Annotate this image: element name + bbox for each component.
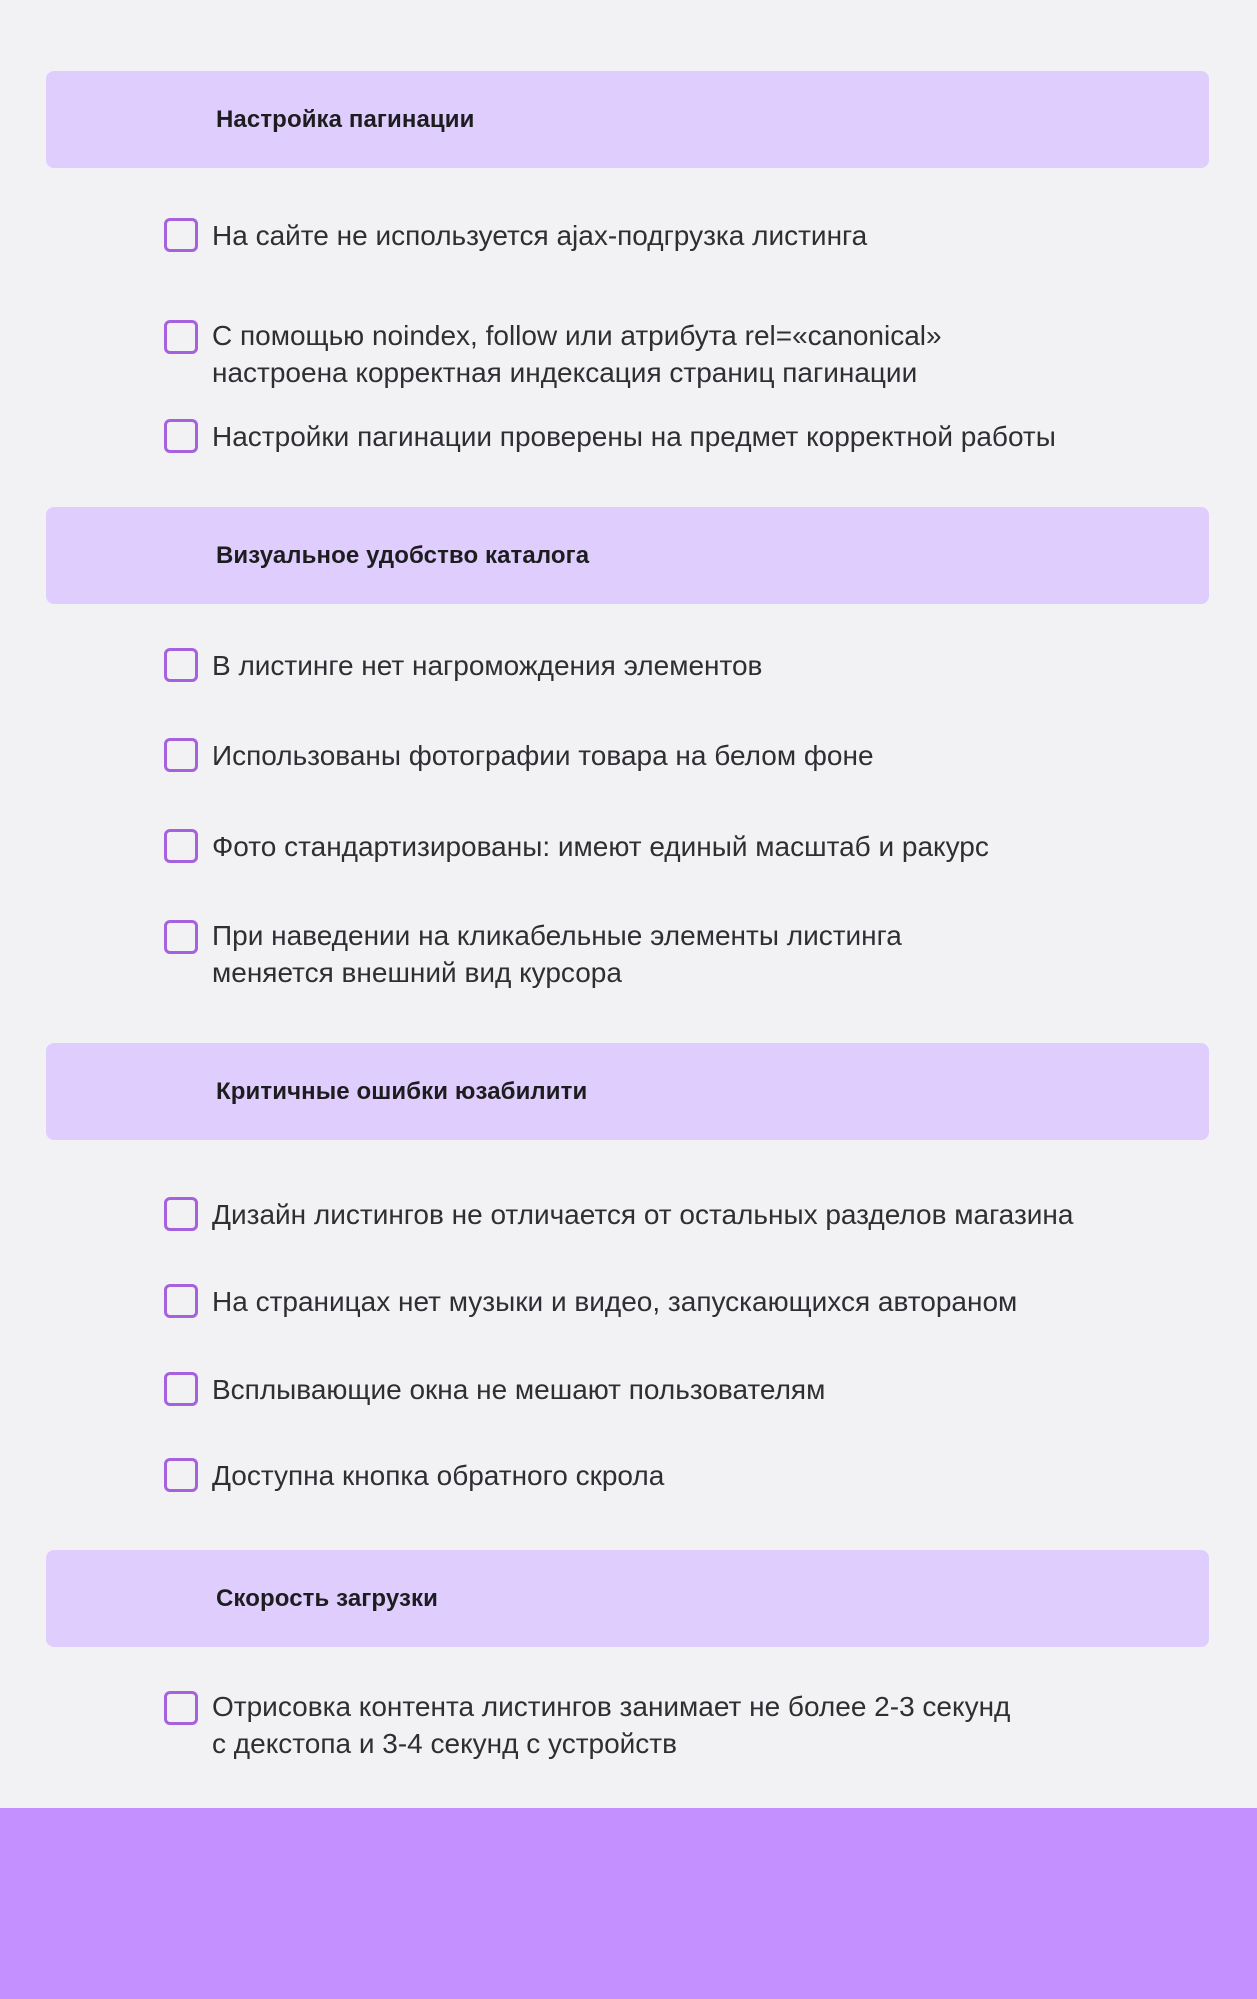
checkbox[interactable]: [164, 738, 198, 772]
item-text: [212, 1457, 664, 1494]
section-title: Настройка пагинации: [216, 105, 475, 133]
item-line: с декстопа и 3-4 секунд с устройств: [212, 1728, 678, 1759]
footer-band: [0, 1808, 1257, 1999]
section-title: Визуальное удобство каталога: [216, 541, 590, 569]
item-text: [212, 737, 874, 774]
item-line: Всплывающие окна не мешают пользователям: [212, 1374, 826, 1405]
item-text: [212, 1688, 1010, 1762]
item-line: Доступна кнопка обратного скрола: [212, 1460, 665, 1491]
item-line: меняется внешний вид курсора: [212, 957, 622, 988]
item-text: [212, 647, 762, 684]
item-text: [212, 1283, 1017, 1320]
checkbox[interactable]: [164, 1284, 198, 1318]
item-line: В листинге нет нагромождения элементов: [212, 650, 763, 681]
item-line: Дизайн листингов не отличается от остальных разделов магазина: [212, 1199, 1074, 1230]
checkbox[interactable]: [164, 419, 198, 453]
item-line: настроена корректная индексация страниц пагинации: [212, 357, 918, 388]
section-header-usability-errors: [46, 1043, 1209, 1140]
item-line: Настройки пагинации проверены на предмет корректной работы: [212, 421, 1056, 452]
item-text: [212, 917, 902, 991]
section-header-load-speed: [46, 1550, 1209, 1647]
checkbox[interactable]: [164, 920, 198, 954]
item-line: На сайте не используется ajax-подгрузка листинга: [212, 220, 868, 251]
checkbox[interactable]: [164, 829, 198, 863]
section-title: Критичные ошибки юзабилити: [216, 1077, 588, 1105]
checkbox[interactable]: [164, 648, 198, 682]
section-header-catalog-visual: [46, 507, 1209, 604]
section-title: Скорость загрузки: [216, 1584, 438, 1612]
checkbox[interactable]: [164, 320, 198, 354]
section-header-pagination: [46, 71, 1209, 168]
item-line: С помощью noindex, follow или атрибута rel=«canonical»: [212, 320, 942, 351]
item-line: При наведении на кликабельные элементы листинга: [212, 920, 902, 951]
item-line: Отрисовка контента листингов занимает не более 2-3 секунд: [212, 1691, 1011, 1722]
item-text: [212, 1196, 1073, 1233]
item-text: [212, 828, 989, 865]
item-text: [212, 418, 1056, 455]
checkbox[interactable]: [164, 218, 198, 252]
item-text: [212, 1371, 825, 1408]
item-line: Фото стандартизированы: имеют единый масштаб и ракурс: [212, 831, 989, 862]
item-text: [212, 317, 942, 391]
checkbox[interactable]: [164, 1197, 198, 1231]
checkbox[interactable]: [164, 1372, 198, 1406]
item-line: На страницах нет музыки и видео, запускающихся автораном: [212, 1286, 1018, 1317]
checkbox[interactable]: [164, 1458, 198, 1492]
item-text: [212, 217, 867, 254]
item-line: Использованы фотографии товара на белом фоне: [212, 740, 874, 771]
checkbox[interactable]: [164, 1691, 198, 1725]
